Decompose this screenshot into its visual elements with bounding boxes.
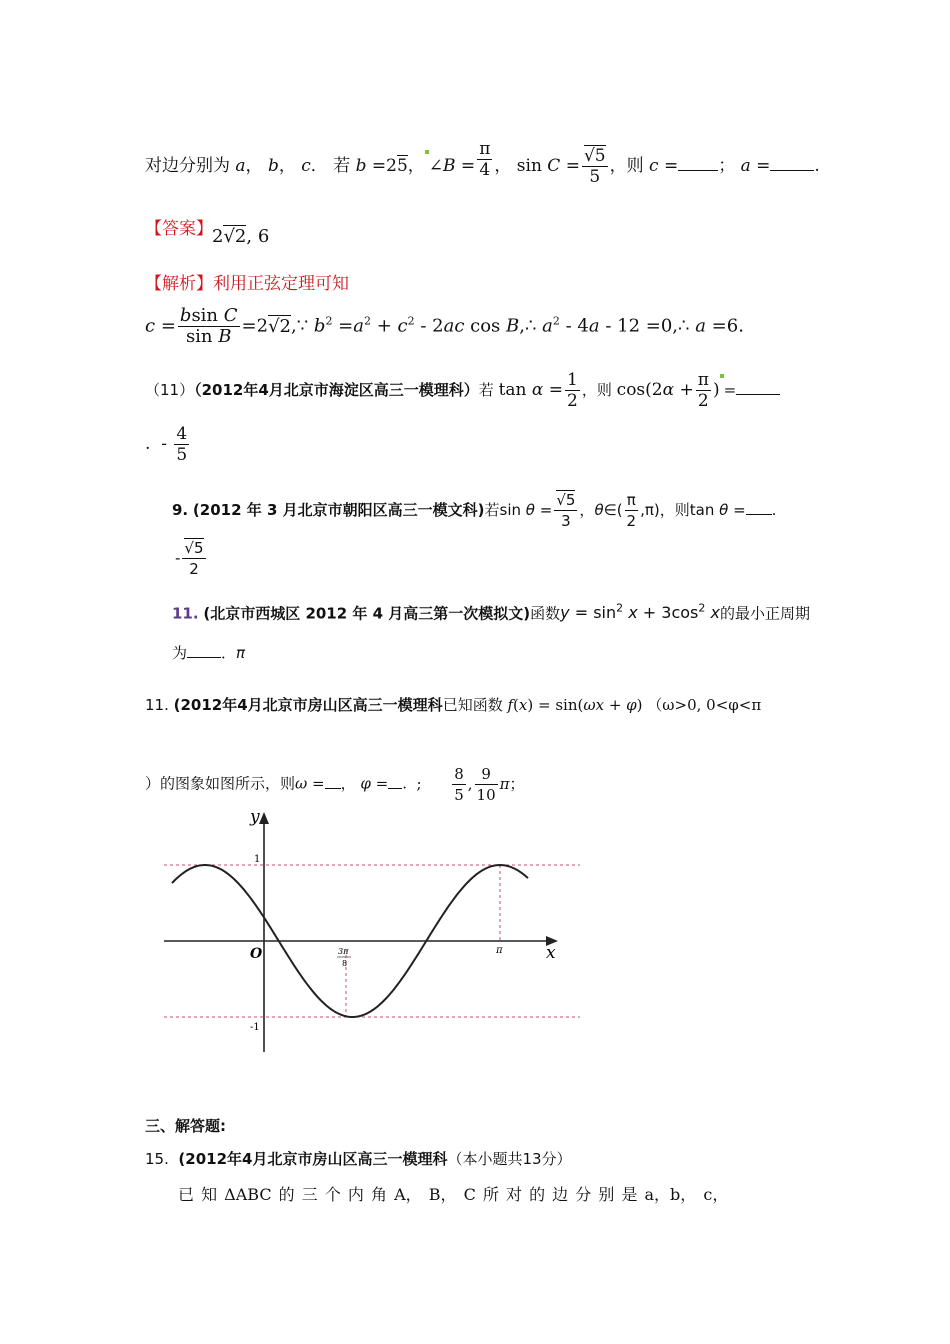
q11b-line: 11. (北京市西城区 2012 年 4 月高三第一次模拟文)函数$y = \sin^2 x + 3\cos^2$ x的最小正周期 bbox=[172, 602, 810, 623]
intro-lead: 对边分别为 bbox=[145, 156, 230, 176]
analysis-text: 利用正弦定理可知 bbox=[213, 274, 349, 294]
intro-if: 若 bbox=[333, 156, 351, 176]
x-axis-label: x bbox=[546, 943, 556, 963]
y-tick-1: 1 bbox=[254, 854, 261, 865]
answer-tag: 【答案】 bbox=[145, 219, 213, 239]
q11c-label: 11. bbox=[145, 696, 169, 714]
c-blank bbox=[678, 156, 718, 171]
q11a-answer: . - $\frac{4}{5}$ bbox=[145, 424, 188, 465]
q11a-label: （11） bbox=[145, 381, 195, 399]
q9-answer: - $\frac{√5}{2}$ bbox=[175, 539, 204, 578]
angle-b: ∠B = $\frac{\pi}{4}$ bbox=[428, 139, 491, 180]
q11c-line: 11. (2012年4月北京市房山区高三一模理科已知函数 f(x) = sin(ωx + φ) （ω>0, 0<φ<π bbox=[145, 696, 762, 714]
q15-source: (2012年4月北京市房山区高三一模理科 bbox=[178, 1150, 448, 1168]
q15-text: 已 知 ΔABC 的 三 个 内 角 A， B， C 所 对 的 边 分 别 是 a，b， c， bbox=[178, 1185, 729, 1204]
svg-text:3π: 3π bbox=[338, 947, 349, 956]
b-value: b =25 bbox=[355, 156, 408, 176]
svg-text:8: 8 bbox=[342, 959, 348, 968]
y-axis-arrow-icon bbox=[259, 812, 269, 824]
q11b-line2: 为 ．π bbox=[172, 644, 246, 662]
q9-label: 9. bbox=[172, 501, 189, 519]
section3-title: 三、解答题: bbox=[145, 1117, 226, 1135]
analysis-tag: 【解析】 bbox=[145, 274, 213, 294]
sin-c: sin C = $\frac{√5}{5}$ bbox=[516, 146, 606, 187]
analysis-line bbox=[145, 273, 349, 295]
q9-line: 9. (2012 年 3 月北京市朝阳区高三一模文科)若sin θ = $\frac{√5}{3}$ ，θ∈( $\frac{\pi}{2}$ ,π)，则tan θ = . bbox=[172, 491, 777, 530]
x-tick-pi: π bbox=[496, 945, 503, 956]
q11c-answer: $\frac{8}{5}$ , $\frac{9}{10}$ π； bbox=[454, 765, 525, 804]
answer-line bbox=[145, 218, 213, 240]
q11b-label: 11. bbox=[172, 604, 199, 623]
analysis-formula: c = $\frac{\text{bsin C}}{\text{sin B}}$ =2√2,∵ $b^2 =a^2 + c^2 - 2ac$ cos B,∴ $a^2 - 4a - 12$ =0,∴ a =6. bbox=[145, 305, 744, 347]
q11c-source: (2012年4月北京市房山区高三一模理科 bbox=[173, 696, 443, 714]
y-axis-label: y bbox=[250, 808, 260, 827]
q15-line bbox=[145, 1148, 572, 1170]
q9-blank bbox=[746, 500, 772, 515]
q11c-line2: ）的图象如图所示，则ω = ， φ = . ; $\frac{8}{5}$ , $\frac{9}{10}$ π； bbox=[145, 765, 525, 804]
x-tick-3pi8 bbox=[337, 947, 351, 968]
q15-points: （本小题共13分） bbox=[447, 1150, 572, 1168]
q11a-source: （2012年4月北京市海淀区高三一模理科） bbox=[194, 381, 479, 399]
q11a-line: （11）（2012年4月北京市海淀区高三一模理科）若 tan α = $\frac{1}{2}$ ，则 cos(2α + $\frac{\pi}{2}$ ) = bbox=[145, 370, 780, 411]
q15-label: 15. bbox=[145, 1150, 169, 1168]
answer-value: 2√2, 6 bbox=[212, 226, 270, 247]
q11b-answer: π bbox=[236, 644, 246, 662]
intro-line: 对边分别为 a， b， c． 若 b =25， ∠B = $\frac{\pi}{4}$ ， sin C = $\frac{√5}{5}$ ，则 c = ； a = . bbox=[145, 139, 820, 187]
green-dot-icon bbox=[425, 150, 429, 154]
q9-source: (2012 年 3 月北京市朝阳区高三一模文科) bbox=[192, 501, 485, 519]
green-dot-icon bbox=[720, 374, 724, 378]
y-tick-neg1: -1 bbox=[250, 1022, 260, 1033]
q11c-cond: （ω>0, 0<φ<π bbox=[647, 696, 762, 714]
origin-label: O bbox=[250, 946, 263, 962]
a-blank bbox=[770, 156, 814, 171]
q11b-blank bbox=[187, 643, 221, 658]
q11a-blank bbox=[736, 380, 780, 395]
q11b-source: (北京市西城区 2012 年 4 月高三第一次模拟文) bbox=[203, 604, 531, 623]
sine-graph bbox=[150, 808, 590, 1058]
